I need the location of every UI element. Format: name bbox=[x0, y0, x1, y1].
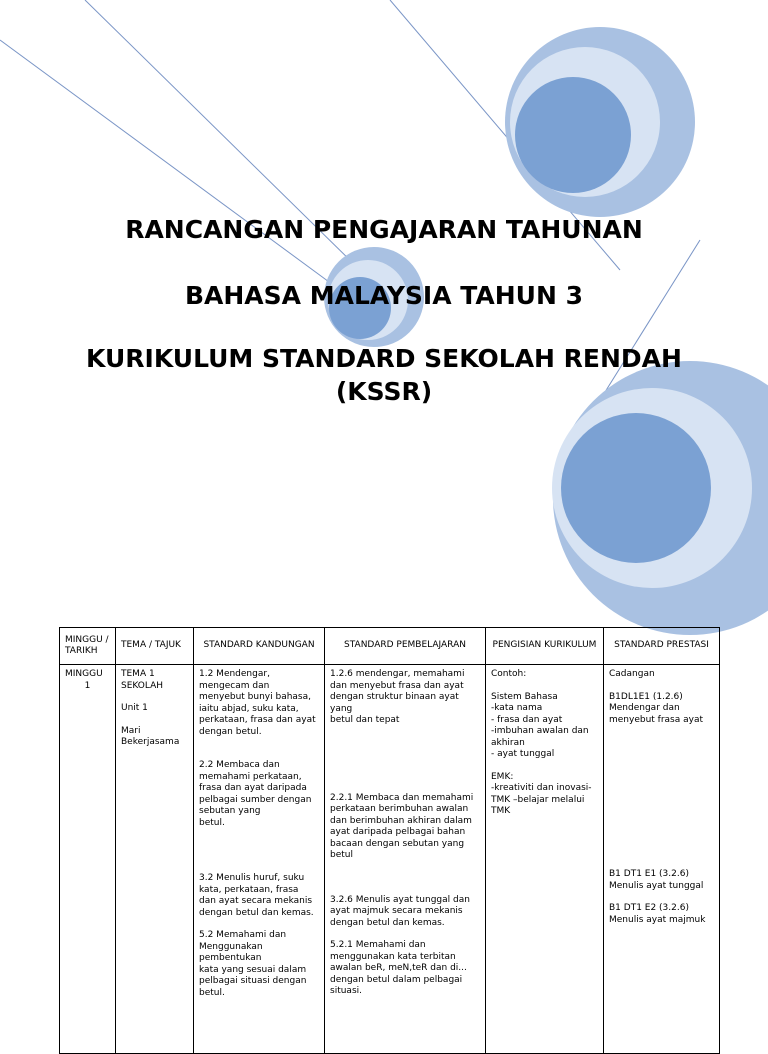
cell-line: iaitu abjad, suku kata, bbox=[199, 703, 299, 714]
header-pengisian-kurikulum: PENGISIAN KURIKULUM bbox=[486, 628, 604, 665]
cell-line: menyebut frasa ayat bbox=[609, 714, 704, 725]
header-standard-pembelajaran: STANDARD PEMBELAJARAN bbox=[325, 628, 486, 665]
cell-line: dan ayat secara mekanis bbox=[199, 896, 313, 906]
cell-line: dan menyebut frasa dan ayat bbox=[330, 680, 464, 691]
title-line-3: KURIKULUM STANDARD SEKOLAH RENDAH bbox=[86, 344, 682, 373]
cell-line bbox=[330, 884, 480, 895]
cell-line bbox=[330, 873, 480, 884]
cell-line: pembentukan bbox=[199, 953, 262, 963]
cell-line bbox=[609, 836, 714, 847]
cell-line bbox=[609, 748, 714, 759]
cell-line bbox=[330, 771, 480, 782]
cell-line: Menulis ayat majmuk bbox=[609, 914, 706, 925]
cell-line: Menulis ayat tunggal bbox=[609, 880, 704, 891]
cell-line: kata yang sesuai dalam bbox=[199, 964, 307, 975]
cell-line bbox=[199, 829, 319, 840]
cell-line: Cadangan bbox=[609, 669, 655, 679]
cell-line: 1.2.6 mendengar, memahami bbox=[330, 669, 465, 679]
cell-line: B1 DT1 E1 (3.2.6) bbox=[609, 869, 689, 879]
cell-line bbox=[609, 737, 714, 748]
cell-line: Bekerjasama bbox=[121, 737, 180, 747]
cell-line: dengan betul dan kemas. bbox=[330, 917, 445, 928]
cell-tema bbox=[116, 665, 194, 1054]
cell-line: 1.2 Mendengar, bbox=[199, 669, 270, 679]
cell-line: dengan betul dan kemas. bbox=[199, 907, 314, 918]
cell-line: 1 bbox=[84, 680, 91, 691]
cell-line: betul bbox=[330, 850, 353, 860]
table-header-row bbox=[60, 628, 720, 665]
cell-line bbox=[330, 738, 480, 749]
cell-line: menggunakan kata terbitan bbox=[330, 951, 456, 962]
cell-line bbox=[199, 840, 319, 851]
cell-line bbox=[609, 803, 714, 814]
cell-line: 5.2 Memahami dan bbox=[199, 930, 287, 940]
circle-top-right bbox=[505, 27, 695, 217]
header-tema: TEMA / TAJUK bbox=[116, 628, 194, 665]
cell-line bbox=[330, 862, 480, 873]
cell-line bbox=[609, 770, 714, 781]
cell-line: Menggunakan bbox=[199, 941, 263, 952]
cell-line bbox=[609, 781, 714, 792]
cell-line bbox=[199, 919, 319, 930]
cell-line: 2.2.1 Membaca dan memahami bbox=[330, 792, 474, 803]
cell-line: B1DL1E1 (1.2.6) bbox=[609, 691, 683, 702]
cell-line: betul. bbox=[199, 987, 225, 998]
cell-line bbox=[609, 892, 714, 903]
cell-line bbox=[609, 858, 714, 869]
cell-line: dengan struktur binaan ayat yang bbox=[330, 692, 462, 714]
cell-line bbox=[199, 862, 319, 873]
cell-minggu bbox=[60, 665, 116, 1054]
cell-line: 5.2.1 Memahami dan bbox=[330, 940, 426, 950]
cell-line bbox=[121, 692, 188, 703]
cell-line bbox=[491, 761, 598, 772]
cell-line: TMK –belajar melalui bbox=[491, 794, 585, 805]
cell-line bbox=[609, 847, 714, 858]
cell-line bbox=[491, 681, 598, 692]
cell-line: EMK: bbox=[491, 771, 514, 782]
cell-line: Mendengar dan bbox=[609, 703, 680, 713]
cell-kandungan bbox=[194, 665, 325, 1054]
cell-line: akhiran bbox=[491, 737, 525, 748]
cell-line: Contoh: bbox=[491, 669, 527, 679]
cell-line: menyebut bunyi bahasa, bbox=[199, 692, 311, 702]
cell-line: sebutan yang bbox=[199, 806, 261, 816]
cell-line: dengan betul. bbox=[199, 726, 262, 737]
cell-line bbox=[609, 825, 714, 836]
header-minggu: MINGGU / TARIKH bbox=[60, 628, 116, 665]
cell-line: betul. bbox=[199, 817, 225, 828]
cell-line bbox=[609, 759, 714, 770]
cell-line: mengecam dan bbox=[199, 680, 270, 691]
cell-line: -imbuhan awalan dan bbox=[491, 726, 589, 736]
title-line-1: RANCANGAN PENGAJARAN TAHUNAN bbox=[125, 215, 643, 244]
cell-line bbox=[609, 814, 714, 825]
cell-line: dan berimbuhan akhiran dalam bbox=[330, 815, 472, 826]
cell-line: betul dan tepat bbox=[330, 715, 400, 725]
cell-line: 3.2.6 Menulis ayat tunggal dan bbox=[330, 894, 470, 905]
cell-line bbox=[330, 929, 480, 940]
cell-line: TEMA 1 bbox=[121, 669, 155, 679]
header-standard-kandungan: STANDARD KANDUNGAN bbox=[194, 628, 325, 665]
cell-pembelajaran bbox=[325, 665, 486, 1054]
cell-line: 2.2 Membaca dan bbox=[199, 760, 280, 770]
cell-line: SEKOLAH bbox=[121, 680, 164, 691]
cell-line: frasa dan ayat daripada bbox=[199, 783, 307, 793]
cell-line: MINGGU bbox=[65, 669, 103, 679]
cell-line: kata, perkataan, frasa bbox=[199, 884, 299, 895]
cell-line bbox=[330, 749, 480, 760]
cell-line bbox=[609, 792, 714, 803]
cell-line: awalan beR, meN,teR dan di... bbox=[330, 963, 467, 973]
cell-line: TMK bbox=[491, 806, 511, 816]
cell-line: ayat majmuk secara mekanis bbox=[330, 906, 463, 916]
cell-line: ayat daripada pelbagai bahan bbox=[330, 827, 466, 837]
cell-line bbox=[609, 681, 714, 692]
cell-line: 3.2 Menulis huruf, suku bbox=[199, 873, 305, 883]
cell-line: Unit 1 bbox=[121, 703, 148, 713]
cell-line bbox=[330, 760, 480, 771]
cell-line: B1 DT1 E2 (3.2.6) bbox=[609, 903, 689, 913]
cell-line: perkataan, frasa dan ayat bbox=[199, 715, 316, 725]
cell-line bbox=[199, 851, 319, 862]
cell-pengisian bbox=[486, 665, 604, 1054]
cell-prestasi bbox=[604, 665, 720, 1054]
cell-line: -kreativiti dan inovasi- bbox=[491, 783, 592, 793]
cell-line: - ayat tunggal bbox=[491, 749, 555, 759]
cell-line bbox=[330, 727, 480, 738]
cell-line bbox=[199, 738, 319, 749]
cell-line bbox=[121, 715, 188, 726]
cell-line: memahami perkataan, bbox=[199, 771, 302, 782]
cell-line: pelbagai situasi dengan bbox=[199, 976, 307, 986]
cell-line: - frasa dan ayat bbox=[491, 714, 563, 725]
header-standard-prestasi: STANDARD PRESTASI bbox=[604, 628, 720, 665]
cell-line: Sistem Bahasa bbox=[491, 691, 558, 702]
cell-line: dengan betul dalam pelbagai bbox=[330, 974, 463, 985]
table-row bbox=[60, 665, 720, 1054]
cell-line bbox=[330, 782, 480, 793]
title-line-4: (KSSR) bbox=[335, 377, 433, 406]
cell-line bbox=[609, 726, 714, 737]
diagonal-line-left bbox=[0, 40, 340, 290]
cell-line: Mari bbox=[121, 725, 141, 736]
cell-line bbox=[199, 749, 319, 760]
cell-line: situasi. bbox=[330, 986, 362, 996]
cell-line: bacaan dengan sebutan yang bbox=[330, 838, 465, 849]
lesson-plan-table bbox=[59, 627, 719, 1054]
title-line-2: BAHASA MALAYSIA TAHUN 3 bbox=[184, 281, 583, 310]
cell-line: -kata nama bbox=[491, 703, 543, 713]
cell-line: pelbagai sumber dengan bbox=[199, 794, 312, 805]
cell-line: perkataan berimbuhan awalan bbox=[330, 804, 469, 814]
